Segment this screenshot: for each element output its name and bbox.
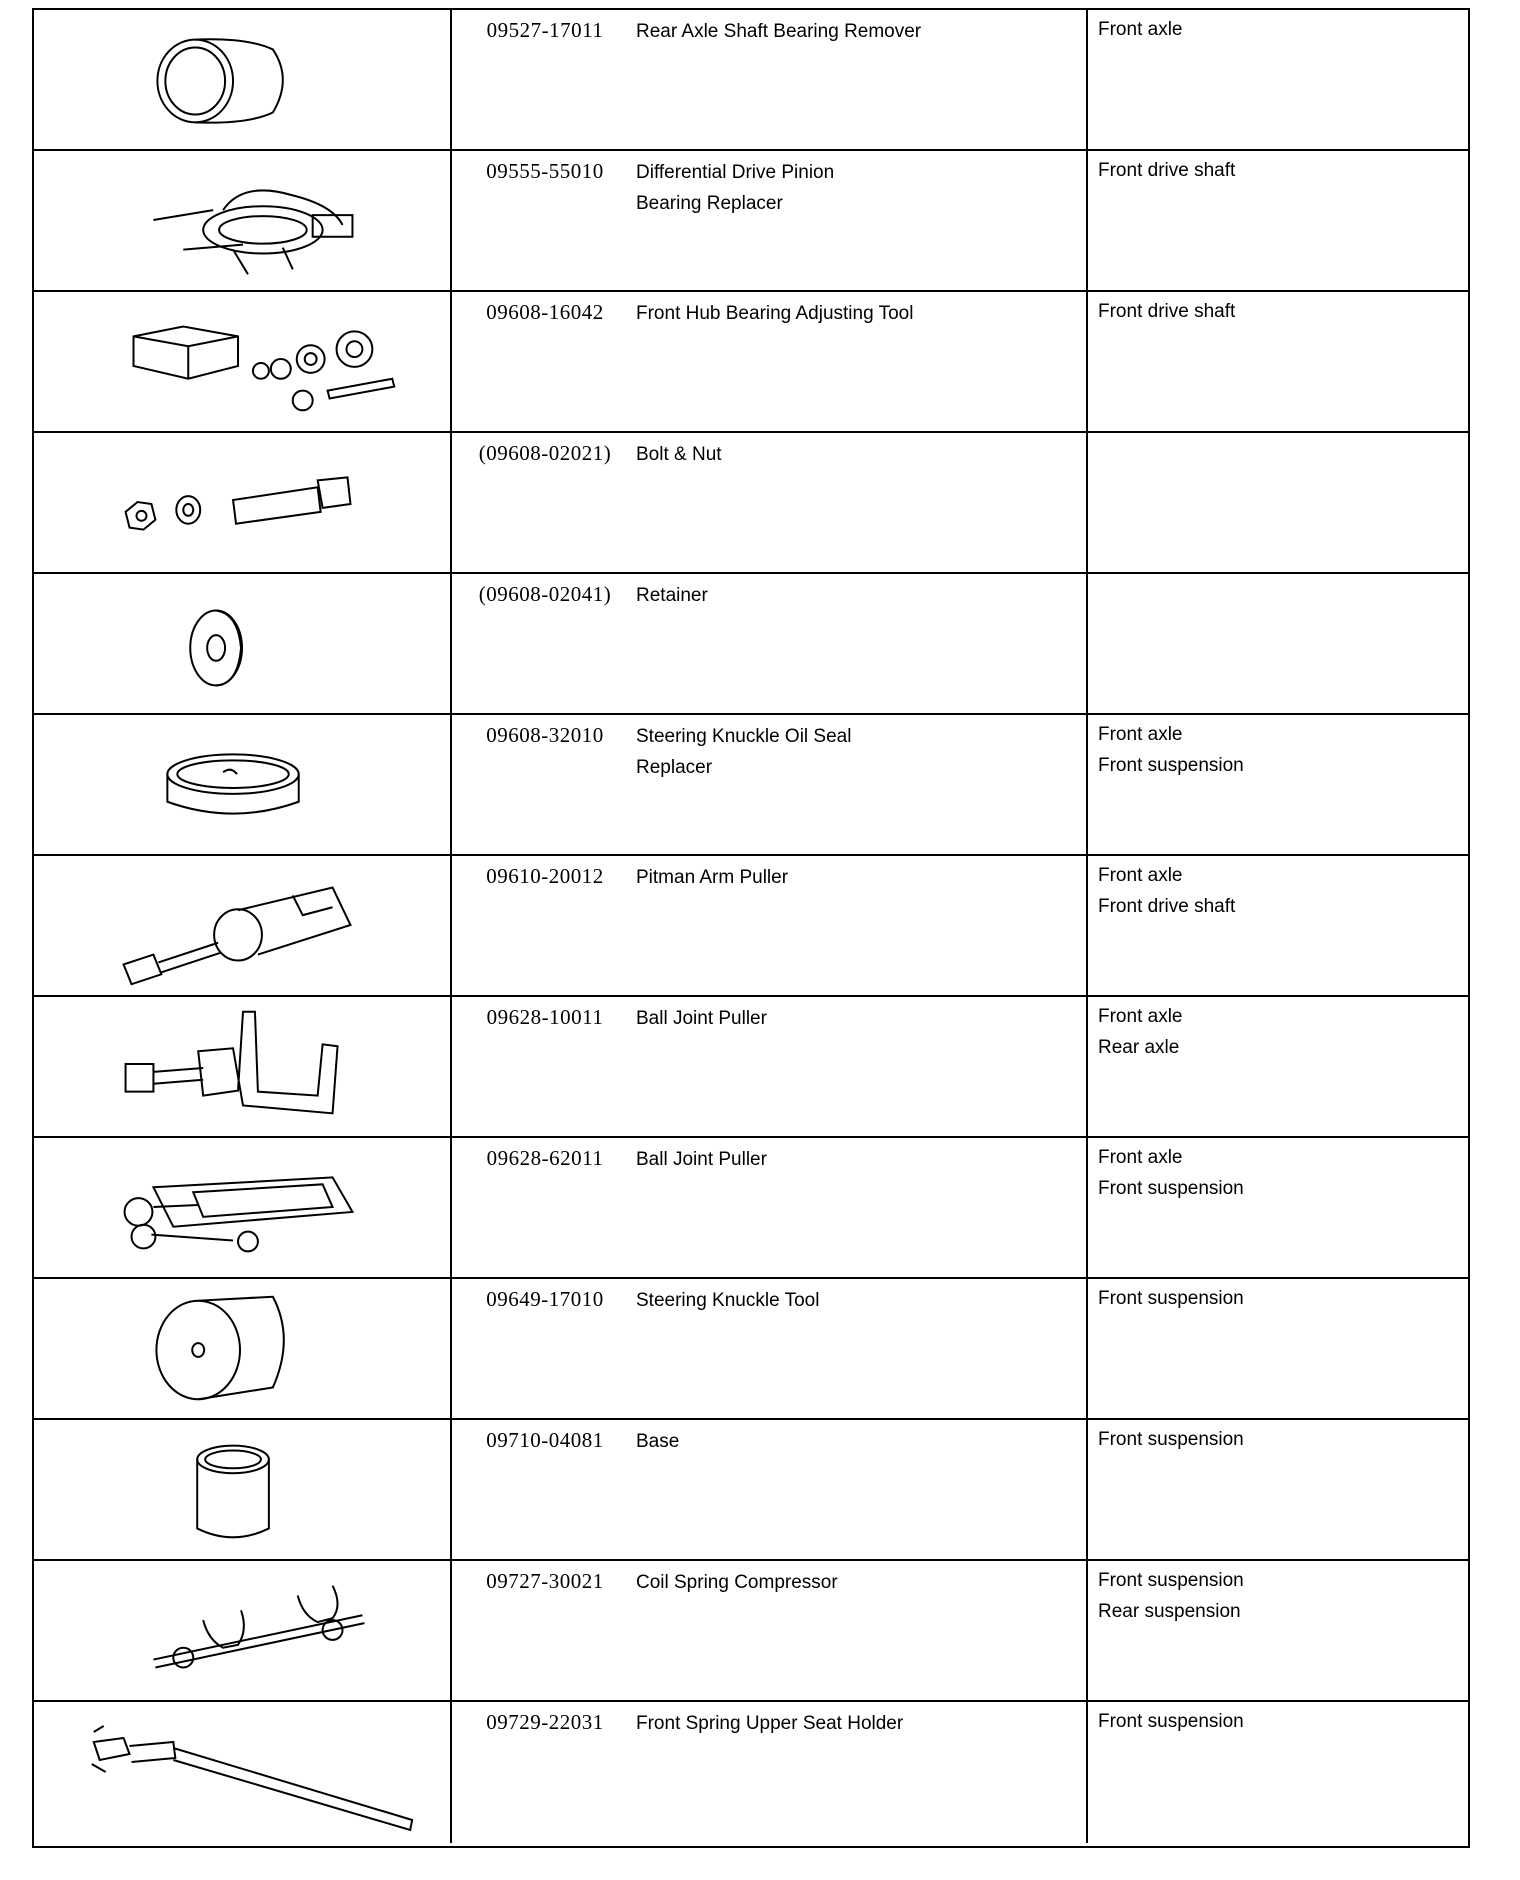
tool-name (636, 1003, 1096, 1034)
tool-name-line: Coil Spring Compressor (636, 1572, 838, 1593)
tool-use-line: Front drive shaft (1098, 896, 1236, 917)
part-number: 09649-17010 (486, 1287, 604, 1311)
tool-use-line: Front suspension (1098, 1178, 1244, 1199)
tool-use (1086, 574, 1470, 713)
tool-use-line: Front axle (1098, 19, 1183, 40)
knuckle-tool-icon (34, 1279, 452, 1418)
tool-use-line: Front suspension (1098, 1711, 1244, 1732)
tool-use-line: Front suspension (1098, 755, 1244, 776)
tool-name-line: Ball Joint Puller (636, 1149, 767, 1170)
tool-use (1086, 1279, 1470, 1418)
tool-use-line: Front drive shaft (1098, 160, 1236, 181)
tool-use (1086, 997, 1470, 1136)
part-number: (09608-02041) (478, 582, 612, 606)
tool-name-line: Pitman Arm Puller (636, 867, 789, 888)
tool-use-line: Front axle (1098, 1006, 1183, 1027)
seat-holder-icon (34, 1702, 452, 1843)
part-number: 09727-30021 (486, 1569, 604, 1593)
part-number: 09608-32010 (486, 723, 604, 747)
tool-use (1086, 151, 1470, 290)
tool-name-line: Differential Drive Pinion (636, 162, 835, 183)
tool-use (1086, 1702, 1470, 1843)
ball-joint-puller-icon (34, 997, 452, 1136)
tool-row (34, 574, 1468, 715)
tool-name (636, 439, 1096, 470)
spring-compressor-icon (34, 1561, 452, 1700)
tool-row (34, 856, 1468, 997)
tool-use (1086, 1561, 1470, 1700)
tool-name-line: Retainer (636, 585, 708, 606)
tool-row (34, 151, 1468, 292)
tool-name-line: Front Hub Bearing Adjusting Tool (636, 303, 914, 324)
part-number: 09555-55010 (486, 159, 604, 183)
tool-name (636, 580, 1096, 611)
tool-name (636, 1708, 1096, 1739)
tool-name (636, 1144, 1096, 1175)
tool-name-line: Front Spring Upper Seat Holder (636, 1713, 904, 1734)
tool-name-line: Bolt & Nut (636, 444, 722, 465)
tool-name-line: Steering Knuckle Tool (636, 1290, 820, 1311)
part-number: 09710-04081 (486, 1428, 604, 1452)
tool-row (34, 1138, 1468, 1279)
bearing-remover-icon (34, 10, 452, 149)
tool-use (1086, 292, 1470, 431)
tool-use (1086, 1138, 1470, 1277)
tool-name-line: Steering Knuckle Oil Seal (636, 726, 852, 747)
tool-row (34, 1702, 1468, 1843)
tool-use (1086, 10, 1470, 149)
tool-name (636, 862, 1096, 893)
tool-use-line: Front suspension (1098, 1288, 1244, 1309)
tool-row (34, 715, 1468, 856)
tool-use (1086, 715, 1470, 854)
tool-name (636, 1567, 1096, 1598)
bearing-replacer-icon (34, 151, 452, 290)
bolt-nut-icon (34, 433, 452, 572)
tool-use (1086, 1420, 1470, 1559)
part-number: 09628-62011 (486, 1146, 604, 1170)
tool-name-line: Bearing Replacer (636, 193, 783, 214)
tool-name-line: Base (636, 1431, 680, 1452)
tool-name-line: Rear Axle Shaft Bearing Remover (636, 21, 922, 42)
ball-joint-puller-2-icon (34, 1138, 452, 1277)
tool-name (636, 1285, 1096, 1316)
tool-row (34, 997, 1468, 1138)
tool-name-line: Replacer (636, 757, 713, 778)
part-number: 09610-20012 (486, 864, 604, 888)
tool-use-line: Front axle (1098, 865, 1183, 886)
tool-use-line: Front suspension (1098, 1429, 1244, 1450)
tool-name-line: Ball Joint Puller (636, 1008, 767, 1029)
tool-row (34, 1561, 1468, 1702)
retainer-washer-icon (34, 574, 452, 713)
part-number: 09729-22031 (486, 1710, 604, 1734)
part-number: (09608-02021) (478, 441, 612, 465)
tool-use-line: Front axle (1098, 724, 1183, 745)
tool-name (636, 157, 1096, 219)
tool-use-line: Front suspension (1098, 1570, 1244, 1591)
tool-row (34, 10, 1468, 151)
base-cylinder-icon (34, 1420, 452, 1559)
oil-seal-replacer-icon (34, 715, 452, 854)
tool-use (1086, 856, 1470, 995)
part-number: 09527-17011 (486, 18, 604, 42)
tool-use (1086, 433, 1470, 572)
special-tools-table (32, 8, 1470, 1848)
tool-row (34, 433, 1468, 574)
hub-tool-set-icon (34, 292, 452, 431)
tool-row (34, 1420, 1468, 1561)
pitman-arm-puller-icon (34, 856, 452, 995)
tool-row (34, 292, 1468, 433)
tool-use-line: Front drive shaft (1098, 301, 1236, 322)
tool-use-line: Front axle (1098, 1147, 1183, 1168)
tool-name (636, 1426, 1096, 1457)
part-number: 09628-10011 (486, 1005, 604, 1029)
tool-name (636, 721, 1096, 783)
tool-use-line: Rear axle (1098, 1037, 1180, 1058)
tool-row (34, 1279, 1468, 1420)
tool-use-line: Rear suspension (1098, 1601, 1241, 1622)
tool-name (636, 16, 1096, 47)
part-number: 09608-16042 (486, 300, 604, 324)
tool-name (636, 298, 1096, 329)
